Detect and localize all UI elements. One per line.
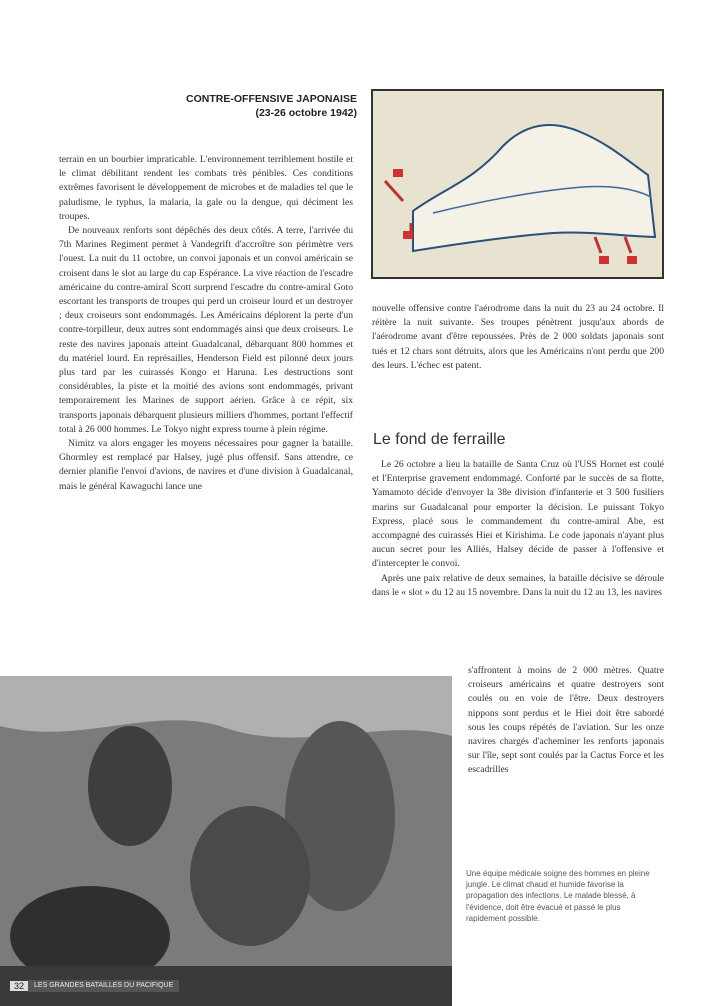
paragraph: Le 26 octobre a lieu la bataille de Santa Cruz où l'USS Hornet est coulé et l'Enterprise gravement endommagé. Conforté par le succès de sa flotte, Yamamoto décide d'envoyer la 38e division d'infanterie et 3 500 fusiliers marins sur Guadalcanal pour emporter la décision. Le puissant Tokyo Express, placé sous le commandement du contre-amiral Abe, est accompagné des cuirassés Hiei et Kirishima. Le code japonais n'ayant plus aucun secret pour les Alliés, Halsey décide de passer à l'offensive et d'intercepter le convoi.: [372, 459, 664, 570]
paragraph: terrain en un bourbier impraticable. L'environnement terriblement hostile et le climat débilitant rendent les combats très pénibles. Ces conditions extrêmes favorisent le développement de microbes et de maladies tel que le paludisme, le typhus, la malaria, la gale ou la dengue, qui déciment les troupes.: [59, 154, 353, 222]
map-title-line2: (23-26 octobre 1942): [255, 107, 357, 119]
jungle-photo: [0, 676, 452, 1006]
map-unit-marker: [627, 256, 637, 264]
paragraph: De nouveaux renforts sont dépêchés des deux côtés. A terre, l'arrivée du 7th Marines Regiment permet à Vandegrift d'accroître son périmètre vers l'ouest. La nuit du 11 octobre, un convoi japonais et un convoi américain se croisent dans le slot au large du cap Espérance. La vive réaction de l'escadre américaine du contre-amiral Scott surprend l'escadre du contre-amiral Goto escortant les transports de troupes qui perd un croiseur lourd et un destroyer ; deux croiseurs sont endommagés. Les Américains déplorent la perte d'un contre-torpilleur, deux autres sont endommagés ainsi que deux croiseurs. Le reste des navires japonais atteint Guadalcanal, débarquant 800 hommes et du matériel lourd. En représailles, Henderson Field est pilonné deux jours plus tard par les cuirassés Kongo et Haruna. Les destructions sont considérables, la piste et la moitié des avions sont endommagés, privant temporairement les Marines de support aérien. Grâce à ce répit, six transports japonais débarquent plusieurs milliers d'hommes, portant l'effectif total à 26 000 hommes. Le Tokyo night express tourne à plein régime.: [59, 225, 353, 435]
page-footer: [10, 979, 179, 993]
map-title: [186, 92, 357, 120]
paragraph: s'affrontent à moins de 2 000 mètres. Quatre croiseurs américains et quatre destroyers sont coulés ou en voie de l'être. Deux destroyers nippons sont perdus et le Hiei doit être sabordé sous les coups répétés de l'aviation. Sur les onze navires chargés d'acheminer les renforts japonais sur l'île, sept sont coulés par la Cactus Force et les escadrilles: [468, 665, 664, 776]
right-column-narrow: [468, 664, 664, 809]
right-column-top: [372, 302, 664, 414]
map-unit-marker: [393, 169, 403, 177]
section-heading: Le fond de ferraille: [373, 431, 506, 448]
paragraph: Nimitz va alors engager les moyens nécessaires pour gagner la bataille. Ghormley est remplacé par Halsey, jugé plus offensif. Sans attendre, ce dernier planifie l'envoi d'avions, de navires et d'une division à Guadalcanal, mais le général Kawaguchi lance une: [59, 438, 353, 492]
map-unit-marker: [599, 256, 609, 264]
map-drawing: [373, 91, 662, 277]
photo-figures: [0, 676, 452, 1006]
map-title-line1: CONTRE-OFFENSIVE JAPONAISE: [186, 93, 357, 105]
running-title: LES GRANDES BATAILLES DU PACIFIQUE: [28, 980, 179, 992]
photo-soldier-figure: [190, 806, 310, 946]
left-column: [59, 153, 353, 653]
guadalcanal-map: [371, 89, 664, 279]
photo-caption: Une équipe médicale soigne des hommes en pleine jungle. Le climat chaud et humide favorise la propagation des infections. Le malade blessé, à l'évidence, doit être évacué et passé le plus rapidement possible.: [466, 869, 650, 923]
map-unit-marker: [403, 231, 413, 239]
right-column-main: [372, 458, 664, 663]
paragraph: Après une paix relative de deux semaines, la bataille décisive se déroule dans le « slot » du 12 au 15 novembre. Dans la nuit du 12 au 13, les navires: [372, 572, 664, 598]
paragraph: nouvelle offensive contre l'aérodrome dans la nuit du 23 au 24 octobre. Il réitère la nuit suivante. Ses troupes pénètrent jusqu'aux abords de l'aérodrome avant d'être repoussées. Près de 2 000 soldats japonais sont tués et 12 chars sont détruits, alors que les Américains n'ont perdu que 200 des leurs. L'échec est patent.: [372, 303, 664, 371]
photo-soldier-figure: [88, 726, 172, 846]
page-number: 32: [10, 981, 28, 991]
